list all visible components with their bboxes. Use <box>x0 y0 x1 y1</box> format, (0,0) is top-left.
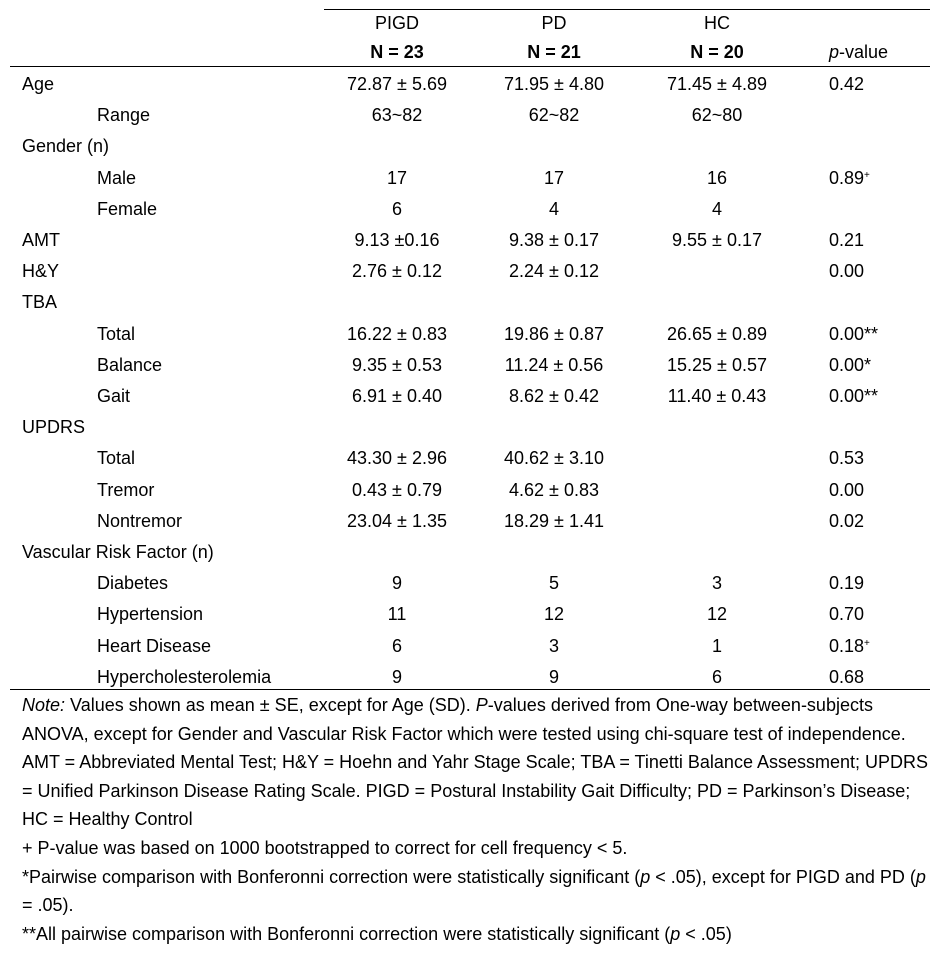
cell-pd: 4.62 ± 0.83 <box>509 479 599 500</box>
row-label: Male <box>97 167 137 188</box>
cell-pd: 2.24 ± 0.12 <box>509 261 599 282</box>
col-header-pvalue: p-value <box>829 42 889 62</box>
row-label: Hypertension <box>97 604 204 625</box>
cell-pd: 5 <box>548 573 560 594</box>
row-label: Gait <box>97 386 131 406</box>
row-label: Diabetes <box>97 573 169 594</box>
cell-pvalue: 0.00* <box>829 354 872 375</box>
cell-pvalue: 0.70 <box>829 604 865 625</box>
plus-footnote: + P-value was based on 1000 bootstrapped to correct for cell frequency < 5. <box>22 837 628 858</box>
cell-pigd: 9 <box>391 666 403 687</box>
col-header-pd: PD <box>541 13 567 33</box>
row-label: UPDRS <box>22 417 86 438</box>
cell-pd: 9 <box>548 666 560 687</box>
cell-pd: 19.86 ± 0.87 <box>504 323 604 344</box>
cell-hc: 15.25 ± 0.57 <box>667 354 767 375</box>
row-label: Heart Disease <box>97 635 212 656</box>
cell-hc: 9.55 ± 0.17 <box>672 230 762 250</box>
col-n-pigd: N = 23 <box>370 42 424 62</box>
cell-pvalue: 0.18+ <box>829 635 870 656</box>
cell-pd: 62~82 <box>528 105 580 126</box>
cell-pd: 11.24 ± 0.56 <box>504 354 604 375</box>
row-label: TBA <box>22 292 58 313</box>
cell-pvalue: 0.42 <box>829 74 865 94</box>
cell-pigd: 63~82 <box>371 105 423 126</box>
row-label: Range <box>97 105 151 126</box>
cell-pvalue: 0.68 <box>829 666 865 687</box>
cell-pd: 3 <box>548 635 560 656</box>
row-label: Tremor <box>97 479 155 500</box>
cell-pigd: 16.22 ± 0.83 <box>347 323 447 344</box>
table-bottom-rule <box>10 689 930 690</box>
cell-pigd: 72.87 ± 5.69 <box>347 74 447 94</box>
cell-pvalue: 0.02 <box>829 510 865 531</box>
cell-pigd: 9 <box>391 573 403 594</box>
col-header-hc: HC <box>704 13 730 33</box>
row-label: Balance <box>97 354 163 375</box>
row-label: Hypercholesterolemia <box>97 666 272 687</box>
cell-pd: 40.62 ± 3.10 <box>504 448 604 469</box>
cell-hc: 1 <box>711 635 723 656</box>
row-label: H&Y <box>22 261 60 282</box>
col-n-pd: N = 21 <box>527 42 581 62</box>
cell-pigd: 6 <box>391 635 403 656</box>
cell-hc: 26.65 ± 0.89 <box>667 323 767 344</box>
col-n-hc: N = 20 <box>690 42 744 62</box>
row-label: Total <box>97 323 136 344</box>
cell-pd: 12 <box>543 604 565 625</box>
bootstrap-marker: + <box>864 637 870 649</box>
table-top-rule <box>324 9 930 10</box>
cell-pigd: 0.43 ± 0.79 <box>352 479 442 500</box>
cell-pvalue: 0.89+ <box>829 167 870 188</box>
cell-pvalue: 0.19 <box>829 573 865 594</box>
cell-pd: 71.95 ± 4.80 <box>504 74 604 94</box>
header-bottom-rule <box>10 66 930 67</box>
row-label: Nontremor <box>97 510 183 531</box>
cell-hc: 6 <box>711 666 723 687</box>
bootstrap-marker: + <box>864 169 870 181</box>
single-star-footnote: *Pairwise comparison with Bonferonni correction were statistically significant (p < .05), except for PIGD and PD (p = .05). <box>22 866 926 916</box>
row-label: Gender (n) <box>22 136 110 157</box>
cell-hc: 71.45 ± 4.89 <box>667 74 767 94</box>
cell-pvalue: 0.00 <box>829 479 865 500</box>
note-paragraph: Note: Values shown as mean ± SE, except for Age (SD). P-values derived from One-way between-subjects ANOVA, except for Gender and Vascular Risk Factor which were tested using chi-square test of independence. AMT = Abbreviated Mental Test; H&Y = Hoehn and Yahr Stage Scale; TBA = Tinetti Balance Assessment; UPDRS = Unified Parkinson Disease Rating Scale. PIGD = Postural Instability Gait Difficulty; PD = Parkinson’s Disease; HC = Healthy Control <box>22 695 929 830</box>
double-star-footnote: **All pairwise comparison with Bonferonni correction were statistically significant (p < .05) <box>22 923 732 944</box>
cell-pvalue: 0.00** <box>829 323 879 344</box>
table-notes <box>22 691 937 948</box>
cell-pd: 8.62 ± 0.42 <box>509 386 599 406</box>
cell-pd: 9.38 ± 0.17 <box>509 230 599 250</box>
row-label: AMT <box>22 230 60 250</box>
cell-pigd: 6.91 ± 0.40 <box>352 386 442 406</box>
cell-pigd: 9.13 ±0.16 <box>354 230 440 250</box>
cell-pvalue: 0.00 <box>829 261 865 282</box>
cell-pigd: 9.35 ± 0.53 <box>352 354 442 375</box>
cell-pd: 18.29 ± 1.41 <box>504 510 604 531</box>
cell-pvalue: 0.21 <box>829 230 865 250</box>
cell-pigd: 2.76 ± 0.12 <box>352 261 442 282</box>
cell-hc: 12 <box>706 604 728 625</box>
row-label: Age <box>22 74 55 94</box>
row-label: Female <box>97 198 158 219</box>
cell-pvalue: 0.53 <box>829 448 865 469</box>
cell-pigd: 43.30 ± 2.96 <box>347 448 447 469</box>
row-label: Total <box>97 448 136 469</box>
cell-pigd: 6 <box>391 198 403 219</box>
cell-hc: 4 <box>711 198 723 219</box>
cell-pd: 17 <box>543 167 565 188</box>
cell-pd: 4 <box>548 198 560 219</box>
cell-hc: 3 <box>711 573 723 594</box>
cell-hc: 16 <box>706 167 728 188</box>
cell-hc: 62~80 <box>691 105 743 126</box>
col-header-pigd: PIGD <box>374 13 420 33</box>
cell-pigd: 11 <box>387 604 407 625</box>
cell-pigd: 17 <box>386 167 408 188</box>
cell-pigd: 23.04 ± 1.35 <box>347 510 447 531</box>
row-label: Vascular Risk Factor (n) <box>22 542 214 562</box>
cell-pvalue: 0.00** <box>829 386 879 406</box>
cell-hc: 11.40 ± 0.43 <box>667 386 767 406</box>
